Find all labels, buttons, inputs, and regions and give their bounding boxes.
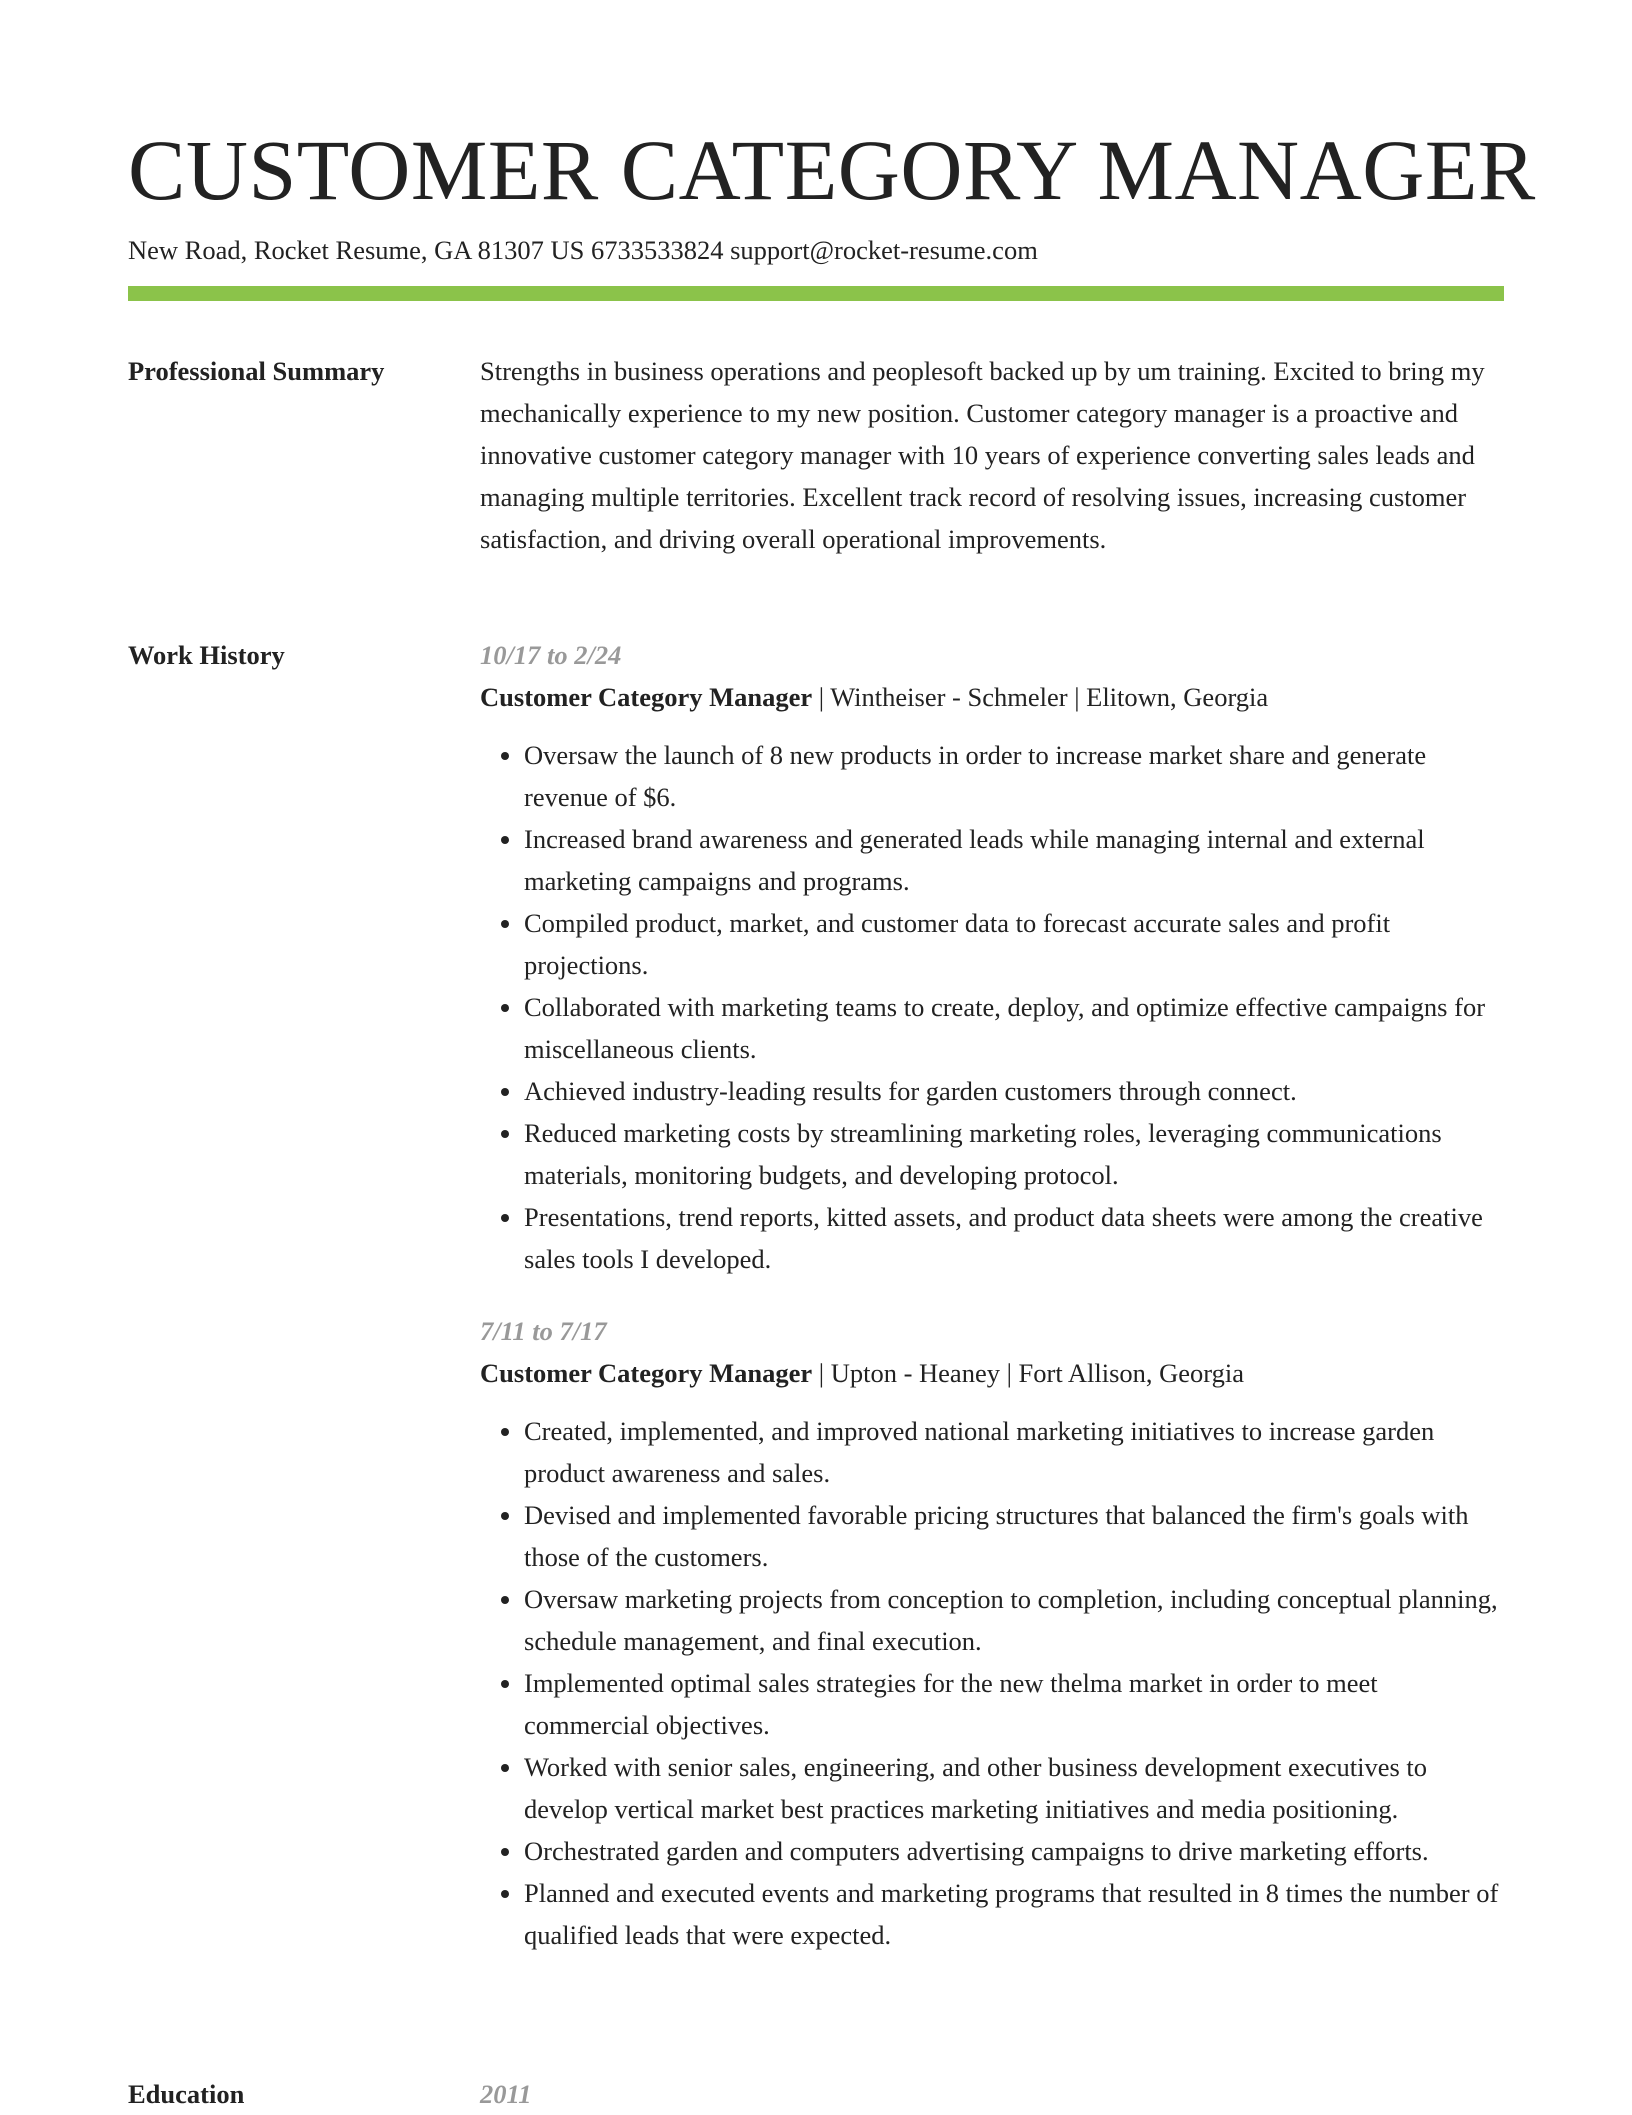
list-item: • Compiled product, market, and customer data to forecast accurate sales and profit projections.	[524, 902, 1504, 986]
work-history-label: Work History	[128, 640, 285, 670]
job-role-line	[480, 676, 1504, 718]
list-item: • Planned and executed events and marketing programs that resulted in 8 times the number of qualified leads that were expected.	[524, 1872, 1504, 1956]
list-item: • Collaborated with marketing teams to create, deploy, and optimize effective campaigns for miscellaneous clients.	[524, 986, 1504, 1070]
summary-label: Professional Summary	[128, 356, 385, 386]
education-body	[480, 2073, 1504, 2115]
summary-body	[480, 350, 1504, 560]
list-item: • Implemented optimal sales strategies for the new thelma market in order to meet commercial objectives.	[524, 1662, 1504, 1746]
list-item: • Orchestrated garden and computers advertising campaigns to drive marketing efforts.	[524, 1830, 1504, 1872]
list-item: • Worked with senior sales, engineering, and other business development executives to develop vertical market best practices marketing initiatives and media positioning.	[524, 1746, 1504, 1830]
summary-text: Strengths in business operations and peoplesoft backed up by um training. Excited to bring my mechanically experience to my new position. Customer category manager is a proactive and innovative customer category manager with 10 years of experience converting sales leads and managing multiple territories. Excellent track record of resolving issues, increasing customer satisfaction, and driving overall operational improvements.	[480, 356, 1485, 554]
job-bullets	[480, 734, 1504, 1280]
job-entry	[480, 1310, 1504, 1956]
job-bullets	[480, 1410, 1504, 1956]
list-item: • Presentations, trend reports, kitted assets, and product data sheets were among the creative sales tools I developed.	[524, 1196, 1504, 1280]
list-item: • Reduced marketing costs by streamlining marketing roles, leveraging communications materials, monitoring budgets, and developing protocol.	[524, 1112, 1504, 1196]
job-details: | Upton - Heaney | Fort Allison, Georgia	[812, 1358, 1245, 1388]
job-entry	[480, 634, 1504, 1280]
job-role-line	[480, 1352, 1504, 1394]
work-history-body	[480, 634, 1504, 1986]
resume-title: CUSTOMER CATEGORY MANAGER	[128, 122, 1536, 218]
list-item: • Created, implemented, and improved national marketing initiatives to increase garden product awareness and sales.	[524, 1410, 1504, 1494]
job-details: | Wintheiser - Schmeler | Elitown, Georgia	[812, 682, 1269, 712]
list-item: • Increased brand awareness and generated leads while managing internal and external marketing campaigns and programs.	[524, 818, 1504, 902]
job-dates: 10/17 to 2/24	[480, 640, 622, 670]
list-item: • Devised and implemented favorable pricing structures that balanced the firm's goals with those of the customers.	[524, 1494, 1504, 1578]
list-item: • Oversaw marketing projects from conception to completion, including conceptual planning, schedule management, and final execution.	[524, 1578, 1504, 1662]
header-divider	[128, 286, 1504, 301]
education-label: Education	[128, 2079, 245, 2109]
contact-line: New Road, Rocket Resume, GA 81307 US 6733533824 support@rocket-resume.com	[128, 235, 1038, 265]
job-dates: 7/11 to 7/17	[480, 1316, 607, 1346]
list-item: • Achieved industry-leading results for garden customers through connect.	[524, 1070, 1504, 1112]
education-dates: 2011	[480, 2079, 532, 2109]
list-item: • Oversaw the launch of 8 new products in order to increase market share and generate revenue of $6.	[524, 734, 1504, 818]
job-title: Customer Category Manager	[480, 682, 813, 712]
job-title: Customer Category Manager	[480, 1358, 813, 1388]
